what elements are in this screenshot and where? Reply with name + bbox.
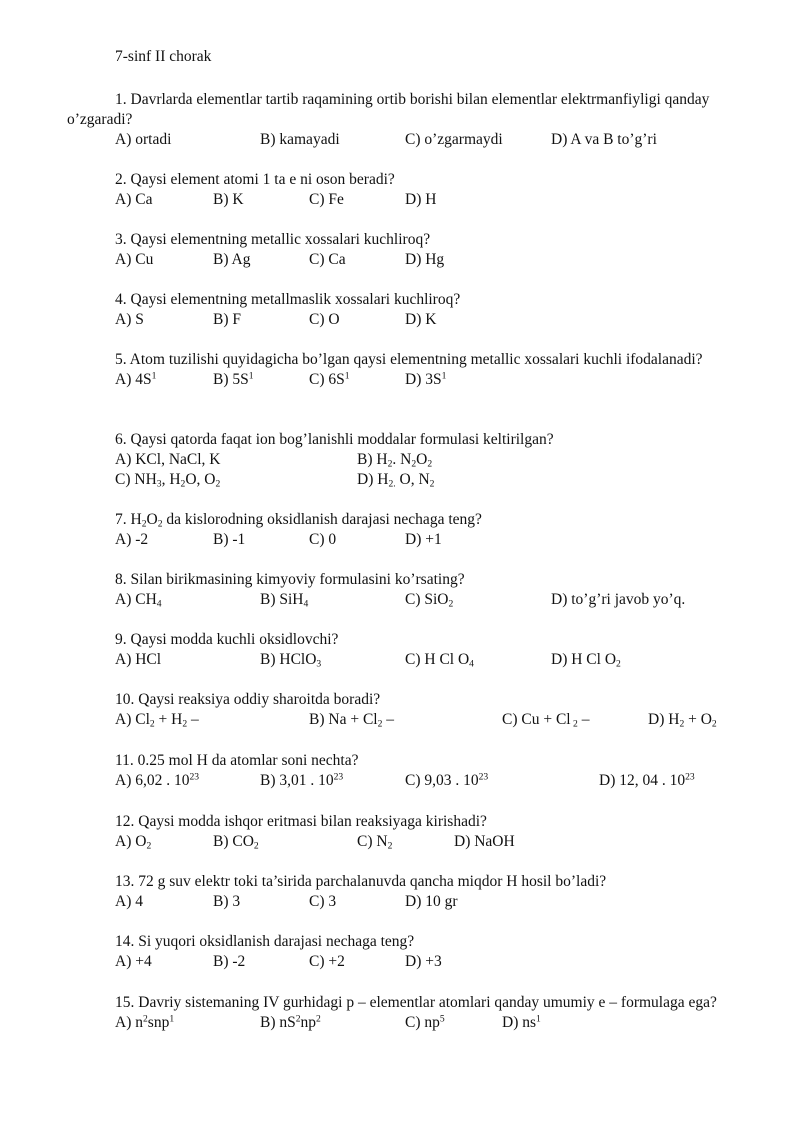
answer-option-c: C) 3: [309, 893, 337, 910]
question-3: [67, 230, 767, 270]
question-text: 4. Qaysi elementning metallmaslik xossalari kuchliroq?: [115, 291, 461, 308]
answer-option-a: A) HCl: [115, 651, 162, 668]
answer-option-b: B) -1: [213, 531, 246, 548]
answer-option-a: A) S: [115, 311, 144, 328]
answer-option-b: B) $nS^2np^2$: [260, 1013, 321, 1031]
options-row: [115, 190, 767, 210]
answer-option-b: B) $CO_2$: [213, 833, 259, 852]
answer-option-b: B) Ag: [213, 251, 251, 268]
question-15: [67, 993, 767, 1033]
answer-option-a: A) $Cl_2 + H_2$ –: [115, 711, 199, 730]
question-10: [67, 690, 767, 730]
question-13: [67, 872, 767, 912]
answer-option-d: D) K: [405, 311, 437, 328]
question-text: 3. Qaysi elementning metallic xossalari kuchliroq?: [115, 231, 431, 248]
answer-option-d: D) +1: [405, 531, 442, 548]
answer-option-b: B) SiH$_4$: [260, 591, 309, 610]
answer-option-d: D) Hg: [405, 251, 445, 268]
options-row: [115, 450, 767, 470]
answer-option-c: C) H Cl $O_4$: [405, 651, 474, 670]
answer-option-c: C) Cu + Cl $_2$ –: [502, 711, 590, 730]
answer-option-d: D) $ns^1$: [502, 1013, 541, 1031]
answer-option-b: B) HClO$_3$: [260, 651, 322, 670]
answer-option-c: C) +2: [309, 953, 345, 970]
question-4: [67, 290, 767, 330]
options-row: [115, 310, 767, 330]
question-12: [67, 812, 767, 852]
answer-option-c: C) Fe: [309, 191, 344, 208]
options-row: [115, 771, 767, 791]
options-row: [115, 250, 767, 270]
answer-option-c: C) SiO$_2$: [405, 591, 454, 610]
options-row: [115, 590, 767, 610]
question-text: 15. Davriy sistemaning IV gurhidagi p – elementlar atomlari qanday umumiy e – formulaga ega?: [115, 994, 717, 1011]
question-text: 11. 0.25 mol H da atomlar soni nechta?: [115, 752, 359, 769]
answer-option-b: B) 3,01 . $10^{23}$: [260, 771, 344, 789]
answer-option-d: D) 12, 04 . $10^{23}$: [599, 771, 695, 789]
question-8: [67, 570, 767, 610]
question-5: [67, 350, 767, 390]
answer-option-d: D) +3: [405, 953, 442, 970]
answer-option-b: B) $H_2$. $N_2O_2$: [357, 451, 433, 470]
answer-option-a: A) Ca: [115, 191, 153, 208]
answer-option-b: B) 3: [213, 893, 241, 910]
answer-option-d: D) NaOH: [454, 833, 515, 850]
answer-option-a: A) $CH_4$: [115, 591, 162, 610]
answer-option-c: C) Ca: [309, 251, 346, 268]
answer-option-c: C) $6S^1$: [309, 370, 350, 388]
options-row: [115, 530, 767, 550]
answer-option-d: D) $H_2 + O_2$: [648, 711, 717, 730]
answer-option-d: D) A va B to’g’ri: [551, 131, 657, 148]
question-text: 1. Davrlarda elementlar tartib raqamining ortib borishi bilan elementlar elektrmanfiyligi qanday o’zgaradi?: [67, 91, 710, 128]
answer-option-d: D) 10 gr: [405, 893, 458, 910]
options-row: [115, 892, 767, 912]
answer-option-b: B) K: [213, 191, 244, 208]
options-row: [115, 832, 767, 852]
options-row: [115, 370, 767, 390]
question-text: 14. Si yuqori oksidlanish darajasi nechaga teng?: [115, 933, 415, 950]
options-row: [115, 710, 767, 730]
question-text: 8. Silan birikmasining kimyoviy formulasini ko’rsating?: [115, 571, 465, 588]
answer-option-a: A) +4: [115, 953, 152, 970]
answer-option-b: B) F: [213, 311, 241, 328]
options-row: [115, 470, 767, 490]
answer-option-b: B) $Na + Cl_2$ –: [309, 711, 395, 730]
answer-option-a: A) $n^2snp^1$: [115, 1013, 175, 1031]
question-text: 10. Qaysi reaksiya oddiy sharoitda boradi?: [115, 691, 381, 708]
answer-option-a: A) 6,02 . $10^{23}$: [115, 771, 200, 789]
options-row: [115, 650, 767, 670]
question-text: 9. Qaysi modda kuchli oksidlovchi?: [115, 631, 339, 648]
answer-option-c: C) $np^5$: [405, 1013, 445, 1031]
options-row: [115, 1013, 767, 1033]
answer-option-a: A) ortadi: [115, 131, 172, 148]
answer-option-c: C) 9,03 . $10^{23}$: [405, 771, 489, 789]
answer-option-a: A) Cu: [115, 251, 154, 268]
question-text: 13. 72 g suv elektr toki ta’sirida parchalanuvda qancha miqdor H hosil bo’ladi?: [115, 873, 607, 890]
answer-option-d: D) H: [405, 191, 437, 208]
answer-option-d: D) $3S^1$: [405, 370, 447, 388]
answer-option-a: A) 4: [115, 893, 143, 910]
answer-option-c: C) $N_2$: [357, 833, 393, 852]
question-14: [67, 932, 767, 972]
answer-option-a: A) $4S^1$: [115, 370, 157, 388]
question-11: [67, 751, 767, 791]
answer-option-d: D) to’g’ri javob yo’q.: [551, 591, 686, 608]
answer-option-a: A) -2: [115, 531, 149, 548]
answer-option-d: D) H Cl $O_2$: [551, 651, 621, 670]
answer-option-b: B) $5S^1$: [213, 370, 254, 388]
answer-option-c: C) 0: [309, 531, 337, 548]
answer-option-a: A) $O_2$: [115, 833, 152, 852]
answer-option-b: B) kamayadi: [260, 131, 340, 148]
answer-option-b: B) -2: [213, 953, 246, 970]
page-header: 7-sinf II chorak: [115, 48, 212, 65]
question-7: [67, 510, 767, 550]
options-row: [115, 130, 767, 150]
question-text: 12. Qaysi modda ishqor eritmasi bilan reaksiyaga kirishadi?: [115, 813, 487, 830]
answer-option-c: C) O: [309, 311, 340, 328]
question-text: 5. Atom tuzilishi quyidagicha bo’lgan qaysi elementning metallic xossalari kuchli ifodalanadi?: [115, 351, 703, 368]
question-6: [67, 430, 767, 490]
question-text: 7. $H_2O_2$ da kislorodning oksidlanish darajasi nechaga teng?: [115, 511, 482, 530]
answer-option-d: D) $H_{2.}$ O, $N_2$: [357, 471, 435, 490]
question-9: [67, 630, 767, 670]
question-text: 6. Qaysi qatorda faqat ion bog’lanishli moddalar formulasi keltirilgan?: [115, 431, 554, 448]
answer-option-a: A) KCl, NaCl, K: [115, 451, 221, 468]
answer-option-c: C) o’zgarmaydi: [405, 131, 503, 148]
question-2: [67, 170, 767, 210]
options-row: [115, 952, 767, 972]
answer-option-c: C) $NH_3$, $H_2O$, $O_2$: [115, 471, 221, 490]
question-1: [67, 90, 767, 150]
question-text: 2. Qaysi element atomi 1 ta e ni oson beradi?: [115, 171, 395, 188]
